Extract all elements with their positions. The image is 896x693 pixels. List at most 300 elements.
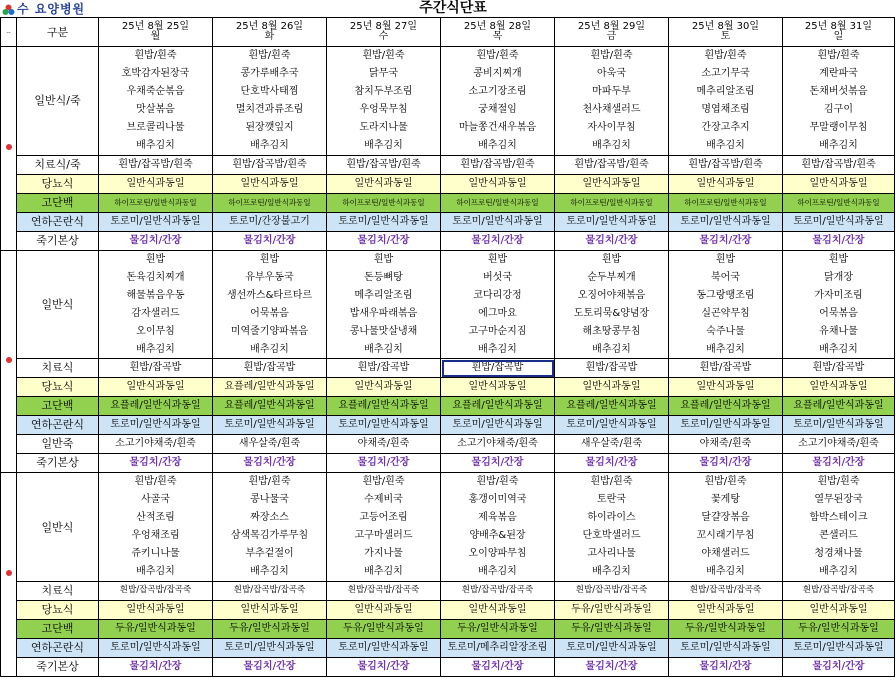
day-header: [783, 18, 895, 47]
title-bar: [0, 0, 896, 17]
menu-row: [1, 287, 895, 305]
diet-cell[interactable]: 물김치/간장: [213, 657, 327, 676]
menu-row: [1, 341, 895, 359]
diet-cell[interactable]: 일반식과동일: [441, 378, 555, 397]
menu-item: 실곤약무침: [669, 305, 783, 323]
diet-cell[interactable]: 토로미/일반식과동일: [783, 639, 895, 658]
menu-item: 어묵볶음: [213, 305, 327, 323]
menu-item: 부추겉절이: [213, 545, 327, 563]
diet-row: [1, 155, 895, 174]
diet-cell[interactable]: 토로미/간장불고기: [213, 212, 327, 231]
meal-marker-icon: [6, 570, 12, 576]
diet-cell[interactable]: 흰밥/잡곡밥/잡곡죽: [99, 582, 213, 601]
menu-item: 유채나물: [783, 323, 895, 341]
diet-cell[interactable]: 요플레/일반식과동일: [99, 397, 213, 416]
menu-item: 고구마순지짐: [441, 323, 555, 341]
menu-item: 흰밥/흰죽: [783, 473, 895, 491]
menu-item: 배추김치: [213, 563, 327, 581]
diet-cell[interactable]: 일반식과동일: [213, 174, 327, 193]
menu-item: 홍갱이미역국: [441, 491, 555, 509]
day-header: [669, 18, 783, 47]
menu-item: 감자샐러드: [99, 305, 213, 323]
menu-item: 야채샐러드: [669, 545, 783, 563]
diet-cell[interactable]: 흰밥/잡곡밥/잡곡죽: [213, 582, 327, 601]
diet-cell[interactable]: 토로미/메추리알장조림: [441, 639, 555, 658]
diet-cell[interactable]: 하이프로틴/일반식과동일: [555, 193, 669, 212]
diet-cell[interactable]: 물김치/간장: [213, 454, 327, 473]
weekly-menu-table: [0, 17, 895, 677]
diet-cell[interactable]: 토로미/일반식과동일: [441, 212, 555, 231]
hospital-name: 수 요양병원: [17, 2, 86, 16]
diet-cell[interactable]: 하이프로틴/일반식과동일: [327, 193, 441, 212]
menu-item: 계란파국: [783, 65, 895, 83]
menu-item: 자사이무침: [555, 119, 669, 137]
header-row: [1, 18, 895, 47]
menu-item: 밥새우파래볶음: [327, 305, 441, 323]
menu-item: 수제비국: [327, 491, 441, 509]
diet-cell[interactable]: 야채죽/흰죽: [669, 435, 783, 454]
menu-item: 멸치견과류조림: [213, 101, 327, 119]
diet-type-label: 일반죽: [17, 435, 99, 454]
diet-cell[interactable]: 일반식과동일: [555, 174, 669, 193]
menu-item: 참치두부조림: [327, 83, 441, 101]
menu-item: 천사채샐러드: [555, 101, 669, 119]
menu-row: [1, 83, 895, 101]
menu-item: 가지나물: [327, 545, 441, 563]
day-date: 25년 8월 28일: [463, 21, 532, 32]
diet-cell[interactable]: 두유/일반식과동일: [327, 620, 441, 639]
menu-item: 소고기장조림: [441, 83, 555, 101]
day-header: [99, 18, 213, 47]
day-date: 25년 8월 25일: [121, 21, 190, 32]
menu-item: 오이무침: [99, 323, 213, 341]
menu-item: 닭무국: [327, 65, 441, 83]
menu-item: 마늘쫑건새우볶음: [441, 119, 555, 137]
diet-cell[interactable]: 물김치/간장: [669, 657, 783, 676]
diet-row: [1, 378, 895, 397]
menu-item: 고구마샐러드: [327, 527, 441, 545]
diet-cell[interactable]: 물김치/간장: [441, 657, 555, 676]
day-header: [213, 18, 327, 47]
diet-cell[interactable]: 토로미/일반식과동일: [555, 416, 669, 435]
diet-row: [1, 174, 895, 193]
diet-cell[interactable]: 일반식과동일: [669, 601, 783, 620]
menu-row: [1, 269, 895, 287]
menu-item: 배추김치: [441, 341, 555, 359]
diet-cell[interactable]: 일반식과동일: [327, 378, 441, 397]
menu-item: 배추김치: [555, 341, 669, 359]
diet-row: [1, 231, 895, 250]
menu-item: 양배추&된장: [441, 527, 555, 545]
menu-item: 콩나물맛살냉채: [327, 323, 441, 341]
menu-row: [1, 137, 895, 155]
menu-item: 흰밥/흰죽: [213, 47, 327, 65]
diet-type-label: 고단백: [17, 620, 99, 639]
day-date: 25년 8월 29일: [577, 21, 646, 32]
diet-cell[interactable]: 두유/일반식과동일: [555, 620, 669, 639]
diet-cell[interactable]: 새우살죽/흰죽: [555, 435, 669, 454]
diet-cell[interactable]: 요플레/일반식과동일: [327, 397, 441, 416]
menu-item: 흰밥/흰죽: [213, 473, 327, 491]
diet-row: [1, 639, 895, 658]
diet-cell[interactable]: 물김치/간장: [669, 231, 783, 250]
menu-item: 명엽채조림: [669, 101, 783, 119]
diet-cell[interactable]: 흰밥/잡곡밥/잡곡죽: [669, 582, 783, 601]
menu-item: 동그랑땡조림: [669, 287, 783, 305]
menu-item: 된장깻잎지: [213, 119, 327, 137]
menu-item: 배추김치: [555, 137, 669, 155]
meal-marker-icon: [6, 357, 12, 363]
day-of-week: 월: [150, 31, 161, 42]
menu-item: 돈채버섯볶음: [783, 83, 895, 101]
header-label: 구분: [17, 18, 99, 47]
diet-cell[interactable]: 새우살죽/흰죽: [213, 435, 327, 454]
day-of-week: 토: [720, 31, 731, 42]
diet-cell[interactable]: 소고기야채죽/흰죽: [783, 435, 895, 454]
menu-item: 북어국: [669, 269, 783, 287]
diet-cell[interactable]: 일반식과동일: [441, 174, 555, 193]
diet-row: [1, 454, 895, 473]
diet-cell[interactable]: 토로미/일반식과동일: [213, 639, 327, 658]
menu-row: [1, 527, 895, 545]
menu-row: [1, 545, 895, 563]
menu-item: 미역줄기양파볶음: [213, 323, 327, 341]
menu-item: 짜장소스: [213, 509, 327, 527]
diet-cell[interactable]: 물김치/간장: [327, 454, 441, 473]
menu-item: 배추김치: [783, 341, 895, 359]
diet-cell[interactable]: 토로미/일반식과동일: [669, 212, 783, 231]
diet-cell[interactable]: 물김치/간장: [783, 657, 895, 676]
diet-type-label: 고단백: [17, 397, 99, 416]
menu-item: 우채죽순볶음: [99, 83, 213, 101]
diet-cell[interactable]: 흰밥/잡곡밥: [669, 359, 783, 378]
menu-item: 마파두부: [555, 83, 669, 101]
diet-cell[interactable]: 하이프로틴/일반식과동일: [783, 193, 895, 212]
table-body: [1, 47, 895, 677]
menu-item: 고사리나물: [555, 545, 669, 563]
menu-item: 오징어야채볶음: [555, 287, 669, 305]
menu-item: 배추김치: [669, 341, 783, 359]
menu-item: 고등어조림: [327, 509, 441, 527]
menu-row: [1, 323, 895, 341]
diet-cell[interactable]: 흰밥/잡곡밥: [213, 359, 327, 378]
diet-cell[interactable]: 토로미/일반식과동일: [669, 639, 783, 658]
menu-item: 흰밥: [555, 250, 669, 268]
diet-cell[interactable]: 흰밥/잡곡밥/잡곡죽: [327, 582, 441, 601]
menu-item: 도라지나물: [327, 119, 441, 137]
menu-item: 배추김치: [555, 563, 669, 581]
diet-cell[interactable]: 물김치/간장: [99, 231, 213, 250]
diet-cell[interactable]: 일반식과동일: [783, 601, 895, 620]
day-date: 25년 8월 31일: [804, 21, 873, 32]
menu-item: 메추리알조림: [327, 287, 441, 305]
menu-item: 닭개장: [783, 269, 895, 287]
menu-item: 삼색목김가루무침: [213, 527, 327, 545]
menu-item: 우엉채조림: [99, 527, 213, 545]
diet-cell[interactable]: 물김치/간장: [783, 231, 895, 250]
diet-cell[interactable]: 토로미/일반식과동일: [783, 212, 895, 231]
menu-item: 배추김치: [99, 563, 213, 581]
diet-cell[interactable]: 물김치/간장: [441, 454, 555, 473]
menu-item: 메추리알조림: [669, 83, 783, 101]
diet-type-label: 치료식: [17, 582, 99, 601]
menu-item: 흰밥/흰죽: [783, 47, 895, 65]
menu-item: 제육볶음: [441, 509, 555, 527]
diet-cell[interactable]: 일반식과동일: [99, 174, 213, 193]
meal-side-column: [1, 473, 17, 677]
menu-item: 배추김치: [441, 563, 555, 581]
diet-cell[interactable]: 일반식과동일: [99, 601, 213, 620]
menu-item: 배추김치: [669, 137, 783, 155]
diet-row: [1, 657, 895, 676]
menu-item: 호박감자된장국: [99, 65, 213, 83]
menu-item: 배추김치: [783, 563, 895, 581]
menu-item: 꼬시래기무침: [669, 527, 783, 545]
flower-logo-icon: [2, 2, 15, 15]
diet-type-label: 연하곤란식: [17, 212, 99, 231]
menu-item: 흰밥/흰죽: [669, 47, 783, 65]
menu-item: 흰밥/흰죽: [441, 47, 555, 65]
menu-row: [1, 119, 895, 137]
diet-cell[interactable]: 물김치/간장: [555, 657, 669, 676]
diet-cell[interactable]: 흰밥/잡곡밥: [99, 359, 213, 378]
diet-cell[interactable]: 하이프로틴/일반식과동일: [213, 193, 327, 212]
diet-type-label: 죽기본상: [17, 657, 99, 676]
menu-item: 산적조림: [99, 509, 213, 527]
day-of-week: 수: [378, 31, 389, 42]
diet-type-label: 연하곤란식: [17, 416, 99, 435]
page-title: 주간식단표: [419, 0, 487, 16]
diet-type-label: 연하곤란식: [17, 639, 99, 658]
diet-cell[interactable]: 흰밥/잡곡밥/잡곡죽: [441, 582, 555, 601]
day-date: 25년 8월 30일: [691, 21, 760, 32]
menu-item: 유부우동국: [213, 269, 327, 287]
diet-cell[interactable]: 일반식과동일: [783, 174, 895, 193]
day-header: [441, 18, 555, 47]
menu-item: 궁채절임: [441, 101, 555, 119]
day-header: [327, 18, 441, 47]
diet-cell[interactable]: 토로미/일반식과동일: [99, 416, 213, 435]
diet-cell[interactable]: 일반식과동일: [99, 378, 213, 397]
diet-row: [1, 435, 895, 454]
diet-cell[interactable]: 흰밥/잡곡밥/흰죽: [441, 155, 555, 174]
diet-row: [1, 416, 895, 435]
diet-cell[interactable]: 일반식과동일: [327, 174, 441, 193]
diet-cell[interactable]: 물김치/간장: [555, 454, 669, 473]
menu-item: 청경채나물: [783, 545, 895, 563]
menu-item: 배추김치: [669, 563, 783, 581]
menu-item: 콘샐러드: [783, 527, 895, 545]
diet-cell[interactable]: 두유/일반식과동일: [99, 620, 213, 639]
diet-cell[interactable]: 일반식과동일: [327, 601, 441, 620]
menu-item: 소고기무국: [669, 65, 783, 83]
diet-cell[interactable]: 두유/일반식과동일: [441, 620, 555, 639]
diet-type-label: 당뇨식: [17, 378, 99, 397]
menu-item: 흰밥/흰죽: [327, 473, 441, 491]
diet-cell[interactable]: 흰밥/잡곡밥/흰죽: [669, 155, 783, 174]
diet-row: [1, 582, 895, 601]
diet-row: [1, 620, 895, 639]
diet-cell[interactable]: 토로미/일반식과동일: [327, 212, 441, 231]
meal-type-label: 일반식: [17, 250, 99, 359]
diet-cell[interactable]: 물김치/간장: [441, 231, 555, 250]
diet-cell[interactable]: 토로미/일반식과동일: [441, 416, 555, 435]
menu-item: 배추김치: [99, 341, 213, 359]
menu-item: 흰밥: [327, 250, 441, 268]
diet-row: [1, 193, 895, 212]
menu-item: 김구이: [783, 101, 895, 119]
menu-item: 흰밥/흰죽: [327, 47, 441, 65]
menu-item: 콩가루배추국: [213, 65, 327, 83]
diet-cell[interactable]: 하이프로틴/일반식과동일: [669, 193, 783, 212]
diet-row: [1, 397, 895, 416]
diet-cell[interactable]: 물김치/간장: [99, 657, 213, 676]
diet-cell[interactable]: 흰밥/잡곡밥/잡곡죽: [555, 582, 669, 601]
menu-item: 흰밥: [213, 250, 327, 268]
diet-cell[interactable]: 일반식과동일: [213, 601, 327, 620]
diet-type-label: 당뇨식: [17, 601, 99, 620]
table-header: [1, 18, 895, 47]
diet-cell[interactable]: 요플레/일반식과동일: [783, 397, 895, 416]
meal-marker-icon: [6, 144, 12, 150]
menu-row: [1, 473, 895, 491]
diet-cell[interactable]: 일반식과동일: [441, 601, 555, 620]
diet-cell[interactable]: 요플레/일반식과동일: [669, 397, 783, 416]
menu-item: 해물볶음우동: [99, 287, 213, 305]
menu-item: 해초땅콩무침: [555, 323, 669, 341]
menu-row: [1, 101, 895, 119]
menu-row: [1, 250, 895, 268]
diet-type-label: 당뇨식: [17, 174, 99, 193]
diet-cell[interactable]: 토로미/일반식과동일: [99, 212, 213, 231]
meal-type-label: 일반식/죽: [17, 47, 99, 156]
header-corner: --: [1, 18, 17, 47]
menu-item: 흰밥/흰죽: [99, 47, 213, 65]
meal-side-column: [1, 250, 17, 473]
diet-cell[interactable]: 요플레/일반식과동일: [213, 378, 327, 397]
menu-item: 흰밥: [441, 250, 555, 268]
diet-cell[interactable]: 물김치/간장: [669, 454, 783, 473]
diet-cell[interactable]: 토로미/일반식과동일: [327, 639, 441, 658]
diet-type-label: 치료식/죽: [17, 155, 99, 174]
menu-item: 콩비지찌개: [441, 65, 555, 83]
diet-cell[interactable]: 물김치/간장: [555, 231, 669, 250]
diet-cell[interactable]: 토로미/일반식과동일: [555, 639, 669, 658]
diet-cell[interactable]: 두유/일반식과동일: [555, 601, 669, 620]
diet-cell[interactable]: 요플레/일반식과동일: [213, 397, 327, 416]
menu-item: 토란국: [555, 491, 669, 509]
menu-item: 흰밥: [99, 250, 213, 268]
diet-cell[interactable]: 두유/일반식과동일: [783, 620, 895, 639]
diet-cell[interactable]: 하이프로틴/일반식과동일: [99, 193, 213, 212]
diet-cell[interactable]: 물김치/간장: [213, 231, 327, 250]
diet-cell[interactable]: 하이프로틴/일반식과동일: [441, 193, 555, 212]
diet-cell[interactable]: 일반식과동일: [555, 378, 669, 397]
day-of-week: 화: [264, 31, 275, 42]
day-date: 25년 8월 26일: [235, 21, 304, 32]
diet-cell[interactable]: 물김치/간장: [99, 454, 213, 473]
diet-cell[interactable]: 흰밥/잡곡밥: [327, 359, 441, 378]
menu-item: 코다리강정: [441, 287, 555, 305]
diet-cell[interactable]: 두유/일반식과동일: [213, 620, 327, 639]
day-of-week: 금: [606, 31, 617, 42]
menu-item: 배추김치: [213, 137, 327, 155]
diet-cell[interactable]: 흰밥/잡곡밥: [783, 359, 895, 378]
menu-item: 숙주나물: [669, 323, 783, 341]
menu-item: 배추김치: [327, 137, 441, 155]
diet-cell[interactable]: 요플레/일반식과동일: [441, 397, 555, 416]
diet-cell[interactable]: 토로미/일반식과동일: [213, 416, 327, 435]
diet-cell[interactable]: 흰밥/잡곡밥/흰죽: [555, 155, 669, 174]
day-of-week: 목: [492, 31, 503, 42]
diet-cell[interactable]: 야채죽/흰죽: [327, 435, 441, 454]
diet-type-label: 죽기본상: [17, 231, 99, 250]
menu-item: 쥬키니나물: [99, 545, 213, 563]
menu-item: 하이라이스: [555, 509, 669, 527]
menu-row: [1, 491, 895, 509]
diet-type-label: 고단백: [17, 193, 99, 212]
menu-item: 어묵볶음: [783, 305, 895, 323]
diet-cell[interactable]: 흰밥/잡곡밥: [555, 359, 669, 378]
menu-row: [1, 47, 895, 65]
diet-cell[interactable]: 물김치/간장: [783, 454, 895, 473]
diet-cell[interactable]: 물김치/간장: [327, 657, 441, 676]
diet-cell[interactable]: 두유/일반식과동일: [669, 620, 783, 639]
menu-item: 꽃게탕: [669, 491, 783, 509]
menu-item: 열무된장국: [783, 491, 895, 509]
menu-row: [1, 509, 895, 527]
menu-item: 함박스테이크: [783, 509, 895, 527]
diet-cell[interactable]: 일반식과동일: [669, 378, 783, 397]
diet-cell[interactable]: 흰밥/잡곡밥/흰죽: [783, 155, 895, 174]
day-header: [555, 18, 669, 47]
menu-item: 흰밥/흰죽: [441, 473, 555, 491]
diet-cell[interactable]: 일반식과동일: [783, 378, 895, 397]
diet-cell[interactable]: 흰밥/잡곡밥/잡곡죽: [783, 582, 895, 601]
diet-cell[interactable]: 흰밥/잡곡밥/흰죽: [213, 155, 327, 174]
diet-cell[interactable]: 요플레/일반식과동일: [555, 397, 669, 416]
menu-item: 배추김치: [99, 137, 213, 155]
diet-cell[interactable]: 소고기야채죽/흰죽: [99, 435, 213, 454]
menu-item: 오이양파무침: [441, 545, 555, 563]
day-date: 25년 8월 27일: [349, 21, 418, 32]
menu-item: 브로콜리나물: [99, 119, 213, 137]
diet-cell[interactable]: 토로미/일반식과동일: [783, 416, 895, 435]
menu-item: 도토리묵&양념장: [555, 305, 669, 323]
diet-cell[interactable]: 토로미/일반식과동일: [327, 416, 441, 435]
menu-item: 배추김치: [213, 341, 327, 359]
meal-type-label: 일반식: [17, 473, 99, 582]
diet-cell[interactable]: 토로미/일반식과동일: [669, 416, 783, 435]
diet-cell[interactable]: 물김치/간장: [327, 231, 441, 250]
menu-item: 아욱국: [555, 65, 669, 83]
menu-item: 흰밥: [669, 250, 783, 268]
menu-item: 우엉묵무침: [327, 101, 441, 119]
diet-cell[interactable]: 흰밥/잡곡밥/흰죽: [327, 155, 441, 174]
menu-item: 돈등뼈탕: [327, 269, 441, 287]
diet-cell[interactable]: 토로미/일반식과동일: [99, 639, 213, 658]
diet-cell[interactable]: 소고기야채죽/흰죽: [441, 435, 555, 454]
menu-item: 에그마요: [441, 305, 555, 323]
meal-side-column: [1, 47, 17, 251]
diet-cell[interactable]: 일반식과동일: [669, 174, 783, 193]
diet-cell[interactable]: 토로미/일반식과동일: [555, 212, 669, 231]
menu-item: 흰밥/흰죽: [555, 473, 669, 491]
menu-item: 배추김치: [327, 563, 441, 581]
diet-cell[interactable]: 흰밥/잡곡밥: [441, 359, 555, 378]
diet-row: [1, 212, 895, 231]
diet-cell[interactable]: 흰밥/잡곡밥/흰죽: [99, 155, 213, 174]
